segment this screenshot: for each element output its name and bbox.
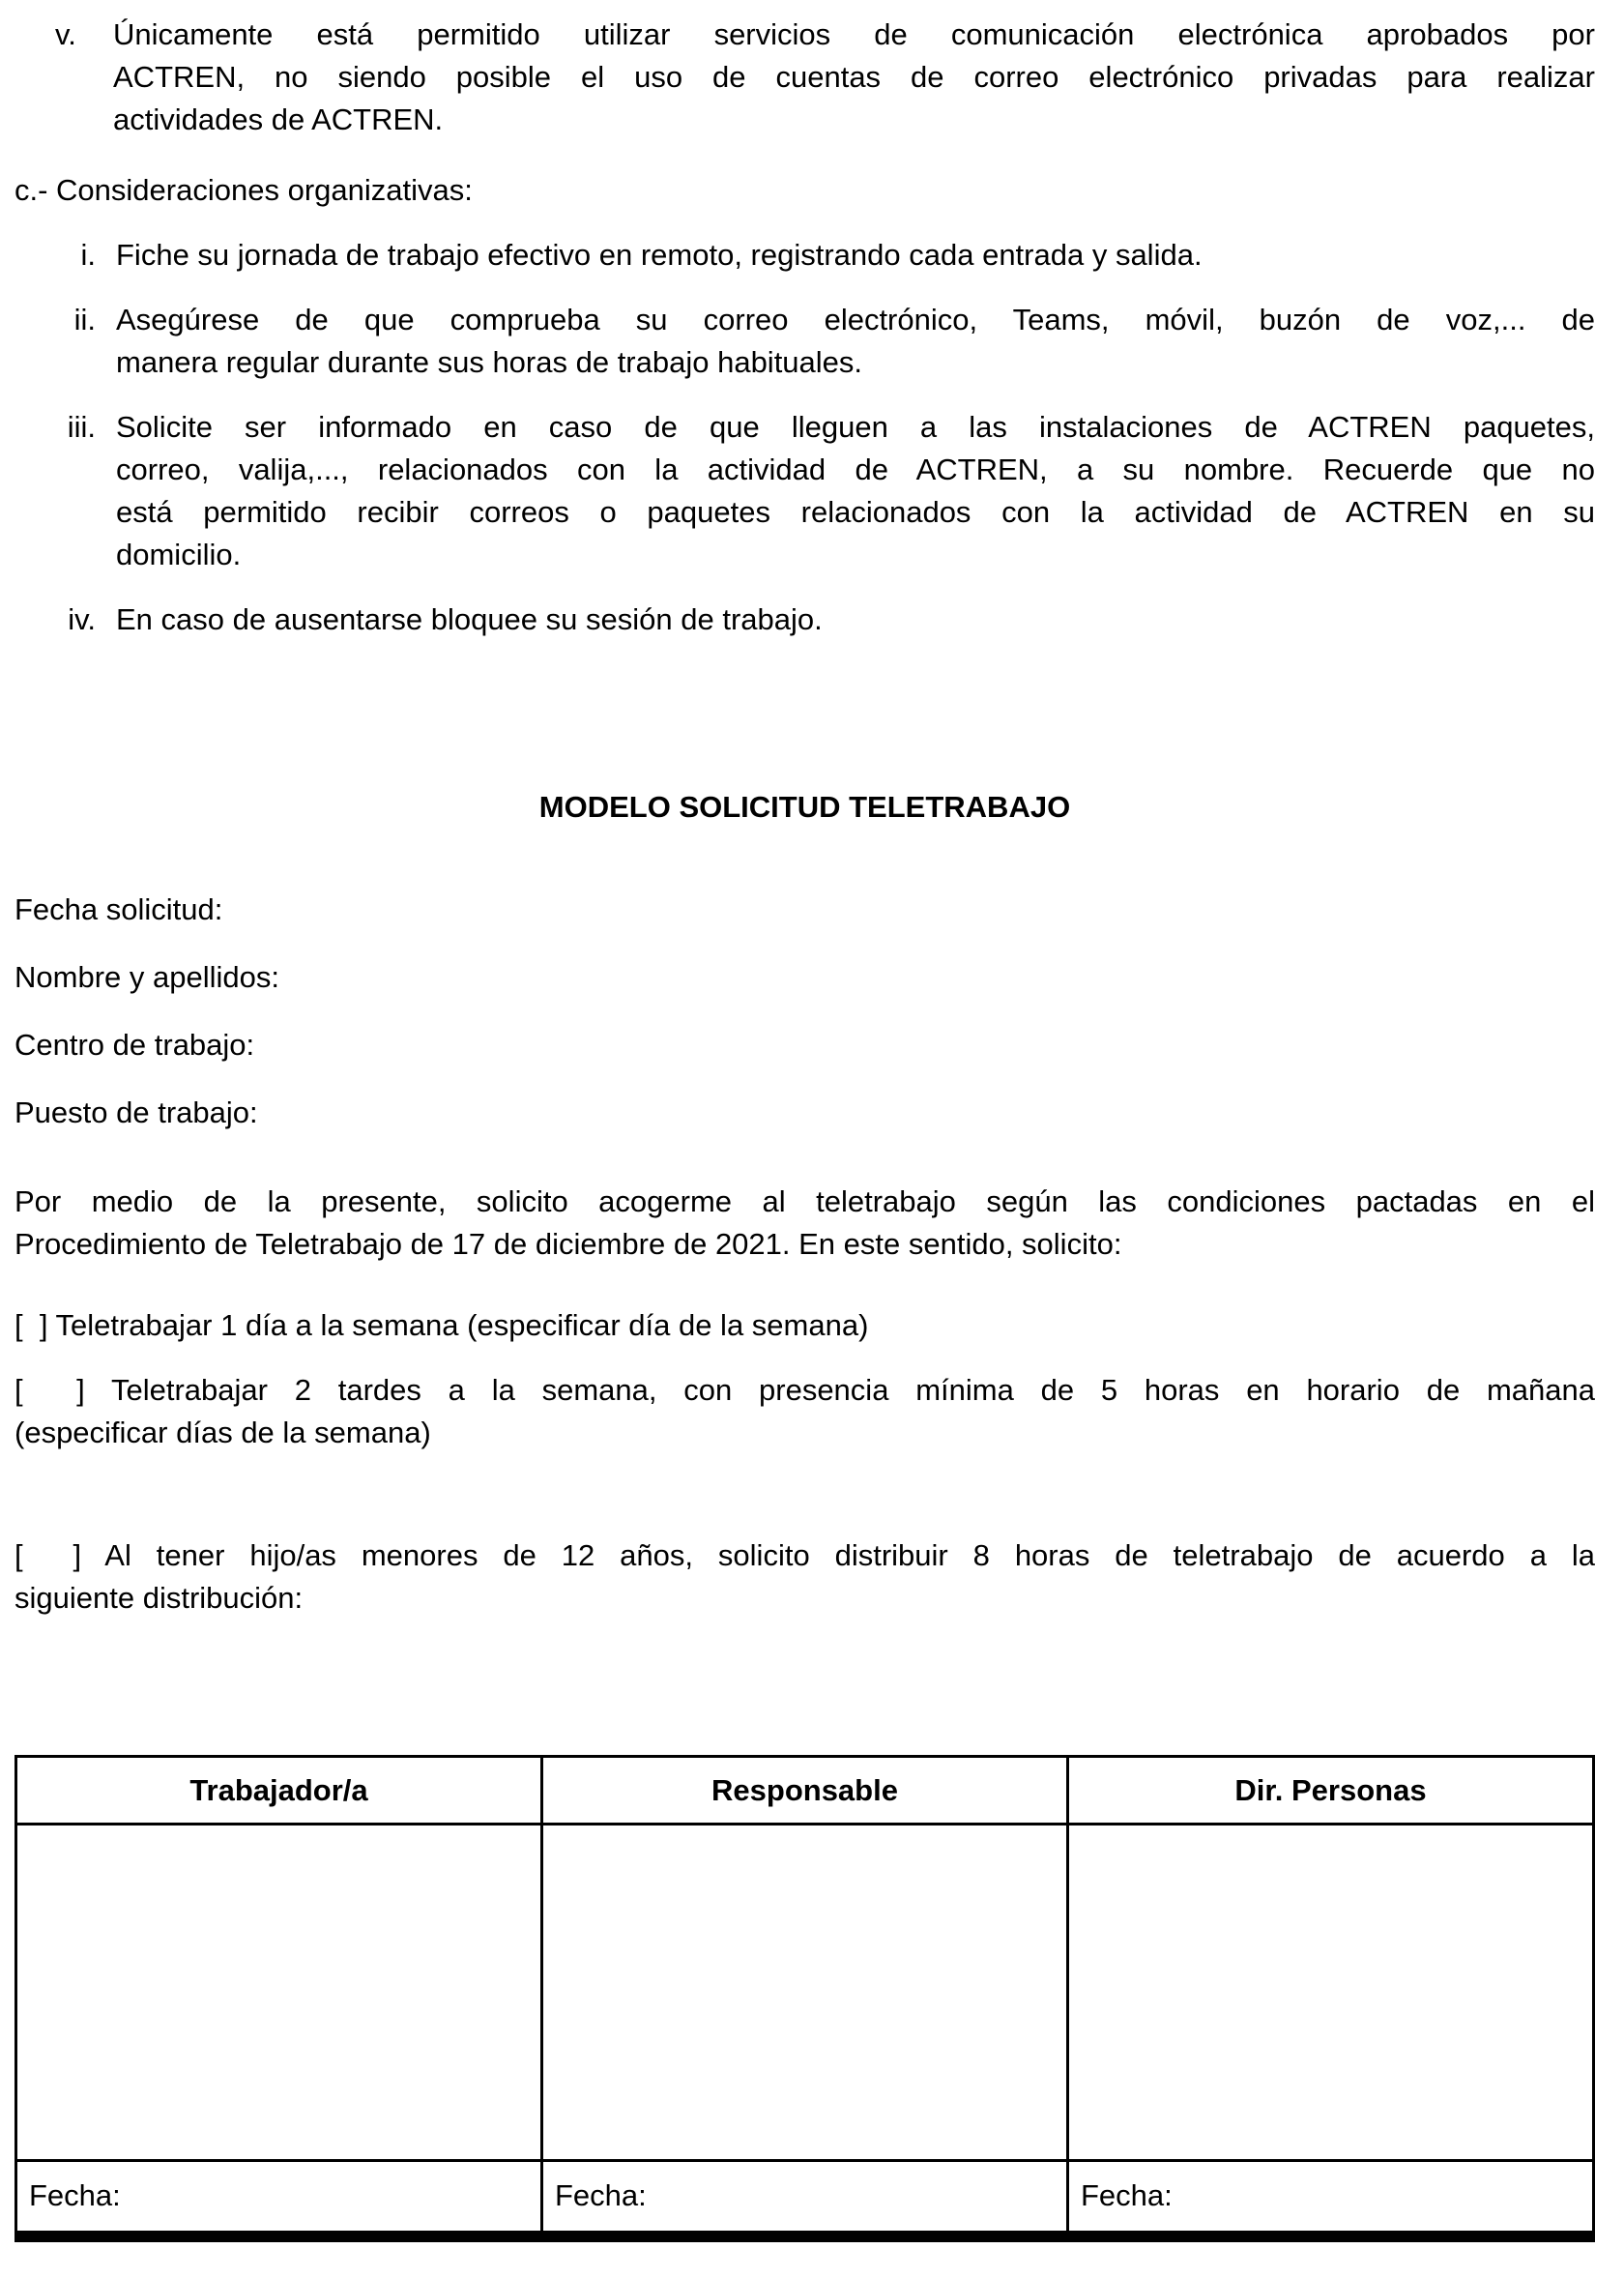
list-marker-iv: iv. <box>68 602 96 636</box>
section-c-heading: c.- Consideraciones organizativas: <box>14 173 473 207</box>
text-line: Únicamente está permitido utilizar servicios de comunicación electrónica aprobados por <box>113 17 1595 51</box>
checkbox-option-line: [ ] Teletrabajar 1 día a la semana (especificar día de la semana) <box>14 1308 869 1342</box>
list-item-iii <box>14 406 1595 576</box>
form-title: MODELO SOLICITUD TELETRABAJO <box>538 790 1071 824</box>
list-marker-v: v. <box>55 17 76 51</box>
list-item-iv <box>14 599 1595 641</box>
signature-cell-trabajador <box>16 1825 542 2161</box>
col-header-responsable: Responsable <box>542 1757 1068 1825</box>
request-intro <box>14 1181 1595 1266</box>
text-line: Asegúrese de que comprueba su correo electrónico, Teams, móvil, buzón de voz,... de <box>116 303 1595 336</box>
col-header-trabajador: Trabajador/a <box>16 1757 542 1825</box>
signature-cell-responsable <box>542 1825 1068 2161</box>
option-hijos-menores-12 <box>14 1534 1595 1620</box>
signature-table <box>14 1755 1595 2242</box>
text-line: domicilio. <box>116 538 242 571</box>
col-header-dir-personas: Dir. Personas <box>1068 1757 1594 1825</box>
text-line: manera regular durante sus horas de trabajo habituales. <box>116 345 863 379</box>
date-cell-responsable: Fecha: <box>542 2161 1068 2236</box>
text-line: (especificar días de la semana) <box>14 1416 431 1449</box>
field-puesto-trabajo: Puesto de trabajo: <box>14 1095 258 1129</box>
text-line: Fiche su jornada de trabajo efectivo en remoto, registrando cada entrada y salida. <box>116 238 1203 272</box>
option-teletrabajar-2-tardes <box>14 1369 1595 1454</box>
text-line: está permitido recibir correos o paquetes relacionados con la actividad de ACTREN en su <box>116 495 1595 529</box>
text-line: ACTREN, no siendo posible el uso de cuentas de correo electrónico privadas para realizar <box>113 60 1595 94</box>
text-line: Procedimiento de Teletrabajo de 17 de diciembre de 2021. En este sentido, solicito: <box>14 1227 1122 1261</box>
option-teletrabajar-1-dia <box>14 1304 1595 1347</box>
list-item-v <box>14 14 1595 141</box>
list-item-i <box>14 234 1595 277</box>
text-line: correo, valija,..., relacionados con la actividad de ACTREN, a su nombre. Recuerde que no <box>116 453 1595 486</box>
list-item-ii <box>14 299 1595 384</box>
signature-table-header-row <box>16 1757 1594 1825</box>
text-line: En caso de ausentarse bloquee su sesión de trabajo. <box>116 602 823 636</box>
text-line: Por medio de la presente, solicito acogerme al teletrabajo según las condiciones pactadas en el <box>14 1184 1595 1218</box>
text-line: actividades de ACTREN. <box>113 102 444 136</box>
signature-space-row <box>16 1825 1594 2161</box>
field-fecha-solicitud: Fecha solicitud: <box>14 892 223 926</box>
list-marker-i: i. <box>80 238 96 272</box>
text-line: siguiente distribución: <box>14 1581 304 1615</box>
field-centro-trabajo: Centro de trabajo: <box>14 1028 255 1062</box>
text-line: Solicite ser informado en caso de que lleguen a las instalaciones de ACTREN paquetes, <box>116 410 1595 444</box>
checkbox-option-line: [ ] Teletrabajar 2 tardes a la semana, con presencia mínima de 5 horas en horario de mañana <box>14 1373 1595 1407</box>
date-row <box>16 2161 1594 2236</box>
field-nombre-apellidos: Nombre y apellidos: <box>14 960 279 994</box>
date-cell-trabajador: Fecha: <box>16 2161 542 2236</box>
checkbox-option-line: [ ] Al tener hijo/as menores de 12 años, solicito distribuir 8 horas de teletrabajo de acuerdo a la <box>14 1538 1595 1572</box>
list-marker-ii: ii. <box>73 303 96 336</box>
list-marker-iii: iii. <box>67 410 96 444</box>
signature-cell-dir-personas <box>1068 1825 1594 2161</box>
date-cell-dir-personas: Fecha: <box>1068 2161 1594 2236</box>
